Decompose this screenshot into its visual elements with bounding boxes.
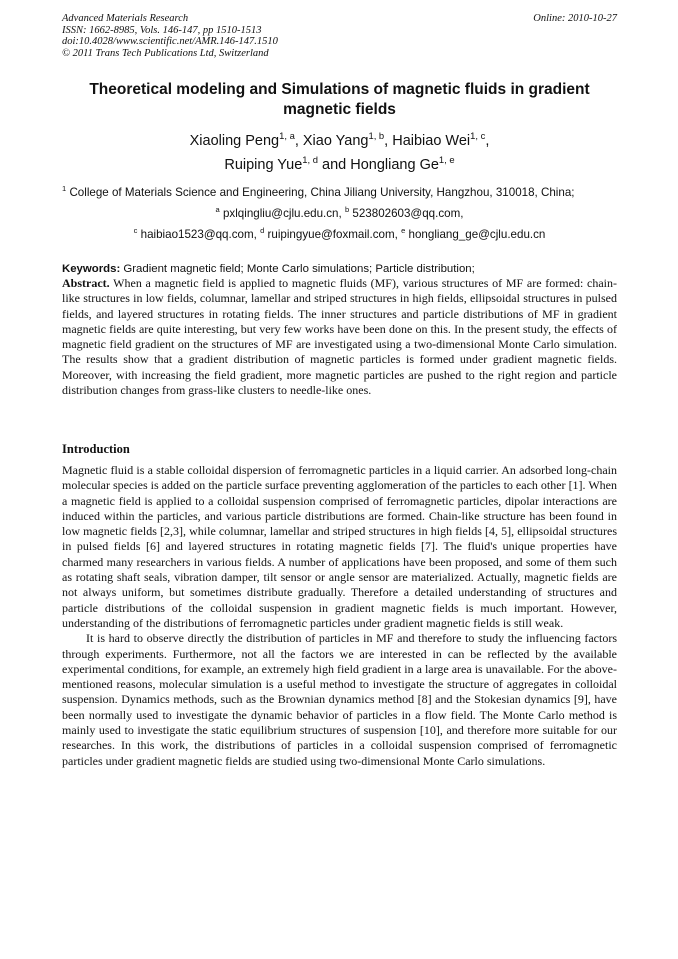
paper-title: Theoretical modeling and Simulations of magnetic fluids in gradient magnetic fields [89, 81, 590, 118]
author-name: Haibiao Wei [392, 133, 471, 149]
email-separator: , [338, 207, 345, 220]
author-affiliation-mark: 1, e [438, 154, 455, 166]
email-line-2 [62, 224, 617, 245]
copyright-line: © 2011 Trans Tech Publications Ltd, Switzerland [62, 47, 269, 59]
email-separator: , [394, 228, 402, 241]
journal-header [62, 13, 617, 59]
paragraph: Magnetic fluid is a stable colloidal dispersion of ferromagnetic particles in a liquid carrier. An adsorbed long-chain molecular species is added on the particle surface preventing agglomeration of the particles to each other [1]. When a magnetic field is applied to a colloidal suspension comprised of ferromagnetic particles, dipolar interactions are induced within the particles, and various particle distributions are formed. Chain-like structure has been found in low magnetic fields [2,3], while columnar, lamellar and striped structures in high fields [4, 5], ellipsoidal structures in pulsed fields [6] and layered structures in rotating magnetic fields [7]. The fluid's unique properties have charmed many researchers in various fields. A number of applications have been proposed, and some of them such as rotating shaft seals, vibration damper, tilt sensor or angle sensor are materialized. Actually, magnetic fields are not always uniform, but sometimes distribute gradually. Therefore a detailed understanding of structures and particle distributions of the colloidal suspension in gradient magnetic fields is much important. However, understanding of the distributions of ferromagnetic particles under gradient magnetic fields is still weak. [62, 463, 617, 630]
author-name: Xiao Yang [302, 133, 369, 149]
author-name: Xiaoling Peng [189, 133, 280, 149]
email-address[interactable]: haibiao1523@qq.com [140, 228, 254, 241]
author-affiliation-mark: 1, b [368, 130, 385, 142]
author-affiliation-mark: 1, c [470, 130, 486, 142]
author-separator: , [294, 133, 303, 149]
affiliation-block [62, 182, 617, 245]
keywords-label: Keywords: [62, 263, 121, 275]
author-name: Ruiping Yue [224, 157, 303, 173]
keywords [62, 262, 617, 276]
author-separator: , [384, 133, 393, 149]
email-mark: c [133, 226, 138, 236]
email-separator: , [253, 228, 261, 241]
section-heading-introduction: Introduction [62, 442, 130, 456]
email-address[interactable]: pxlqingliu@cjlu.edu.cn [222, 207, 339, 220]
email-mark: d [260, 226, 265, 236]
author-separator: and [318, 157, 351, 173]
author-line-2 [62, 153, 617, 177]
author-list [62, 129, 617, 177]
affiliation-text: College of Materials Science and Engineering, China Jiliang University, Hangzhou, 310018, China; [69, 186, 575, 199]
author-affiliation-mark: 1, a [279, 130, 295, 142]
email-address[interactable]: 523802603@qq.com [352, 207, 461, 220]
online-date: Online: 2010-10-27 [533, 13, 617, 24]
email-separator: , [460, 207, 464, 220]
email-address[interactable]: hongliang_ge@cjlu.edu.cn [408, 228, 546, 241]
paragraph: It is hard to observe directly the distribution of particles in MF and therefore to study the influencing factors through experiments. Furthermore, not all the factors we are interested in can be reflected by the available experimental conditions, for example, an extremely high field gradient in a large area is unavailable. For the above-mentioned reasons, molecular simulation is a useful method to investigate the structure of aggregates in colloidal suspension. Dynamics methods, such as the Brownian dynamics method [8] and the Stokesian dynamics [9], have been normally used to investigate the dynamic behavior of particles in a flow field. The Monte Carlo method is mainly used to investigate the static equilibrium structures of suspension [10], and therefore more suitable for our researches. In this work, the distributions of particles in a colloidal suspension comprised of ferromagnetic particles under gradient magnetic fields are studied using two-dimensional Monte Carlo simulations. [62, 631, 617, 768]
email-mark: b [344, 205, 350, 215]
abstract-label: Abstract. [62, 276, 110, 290]
email-address[interactable]: ruipingyue@foxmail.com [267, 228, 395, 241]
abstract [62, 276, 617, 398]
doi-line: doi:10.4028/www.scientific.net/AMR.146-147.1510 [62, 36, 278, 47]
author-affiliation-mark: 1, d [302, 154, 318, 166]
author-name: Hongliang Ge [350, 157, 439, 173]
email-line-1 [62, 203, 617, 224]
affiliation-mark: 1 [62, 184, 67, 194]
affiliation-line [62, 182, 617, 203]
keywords-text: Gradient magnetic field; Monte Carlo simulations; Particle distribution; [123, 263, 475, 275]
author-separator: , [485, 133, 490, 149]
email-mark: e [401, 226, 406, 236]
abstract-text: When a magnetic field is applied to magnetic fluids (MF), various structures of MF are formed: chain-like structures in low fields, columnar, lamellar and striped structures in high fields, ellipsoidal structures in pulsed fields, and layered structures in rotating fields. The inner structures and particle distributions of MF in gradient magnetic fields are quite interesting, but very few works have been done on this. In the present study, the effects of magnetic field gradient on the structures of MF are investigated using a two-dimensional Monte Carlo simulation. The results show that a gradient distribution of magnetic particles is formed under gradient magnetic fields. Moreover, with increasing the field gradient, more magnetic particles are pushed to the right region and particle distribution changes from grass-like clusters to needle-like ones. [62, 276, 617, 398]
journal-name: Advanced Materials Research [62, 13, 189, 24]
issn-line: ISSN: 1662-8985, Vols. 146-147, pp 1510-1513 [62, 24, 262, 36]
introduction-body [62, 463, 617, 769]
email-mark: a [215, 205, 220, 215]
author-line-1 [62, 129, 617, 153]
